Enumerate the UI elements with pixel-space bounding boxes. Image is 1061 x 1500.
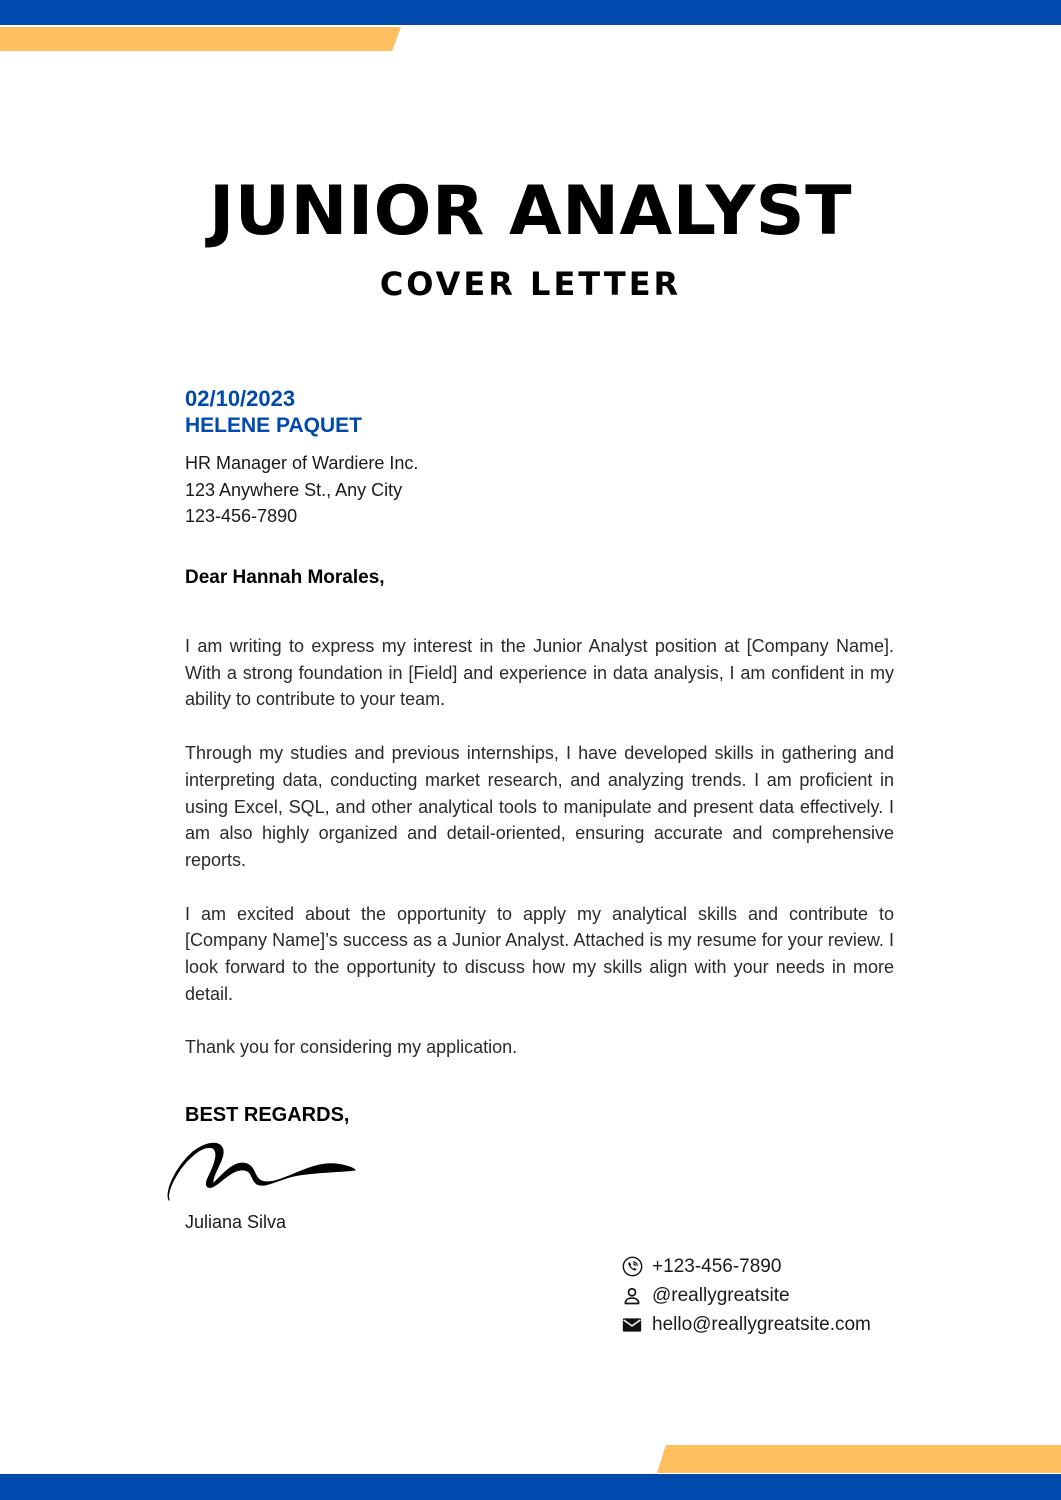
contact-handle [621,1281,901,1310]
envelope-icon [621,1314,643,1336]
signature [165,1138,360,1206]
signer-name: Juliana Silva [185,1212,287,1232]
contact-phone-text[interactable]: +123-456-7890 [652,1255,782,1277]
recipient-title-line: HR Manager of Wardiere Inc. [185,453,419,473]
bottom-orange-stripe [657,1445,1061,1473]
recipient-street-line: 123 Anywhere St., Any City [185,479,403,500]
bottom-blue-bar [0,1474,1061,1500]
body-paragraph-3: I am excited about the opportunity to apply my analytical skills and contribute to [Company Name]’s success as a Junior Analyst. Attached is my resume for your review. I look forward to the opportunity to discuss how my skills align with your needs in more detail. [185,903,894,1004]
contact-email [621,1310,901,1339]
recipient-address [185,450,418,530]
user-icon [621,1285,643,1307]
recipient-phone-line: 123-456-7890 [185,506,298,526]
contact-handle-text[interactable]: @reallygreatsite [652,1284,790,1306]
letter-body [185,633,894,1088]
body-paragraph-4: Thank you for considering my application. [185,1037,518,1058]
letter-date: 02/10/2023 [185,386,296,411]
contact-phone [621,1252,901,1281]
recipient-name: HELENE PAQUET [185,414,362,437]
body-paragraph-2: Through my studies and previous internships, I have developed skills in gathering and interpreting data, conducting market research, and analyzing trends. I am proficient in using Excel, SQL, and other analytical tools to manipulate and present data effectively. I am also highly organized and detail-oriented, ensuring accurate and comprehensive reports. [185,743,894,870]
salutation: Dear Hannah Morales, [185,567,385,588]
top-blue-bar [0,0,1061,25]
phone-icon [621,1256,643,1278]
page-subtitle: COVER LETTER [379,265,682,303]
contact-info [621,1252,901,1339]
body-paragraph-1: I am writing to express my interest in the Junior Analyst position at [Company Name]. With a strong foundation in [Field] and experience in data analysis, I am confident in my ability to contribute to your team. [185,636,894,710]
page-title: JUNIOR ANALYST [208,172,853,251]
closing: BEST REGARDS, [185,1104,350,1126]
contact-email-text[interactable]: hello@reallygreatsite.com [652,1313,871,1335]
top-orange-stripe [0,27,401,51]
